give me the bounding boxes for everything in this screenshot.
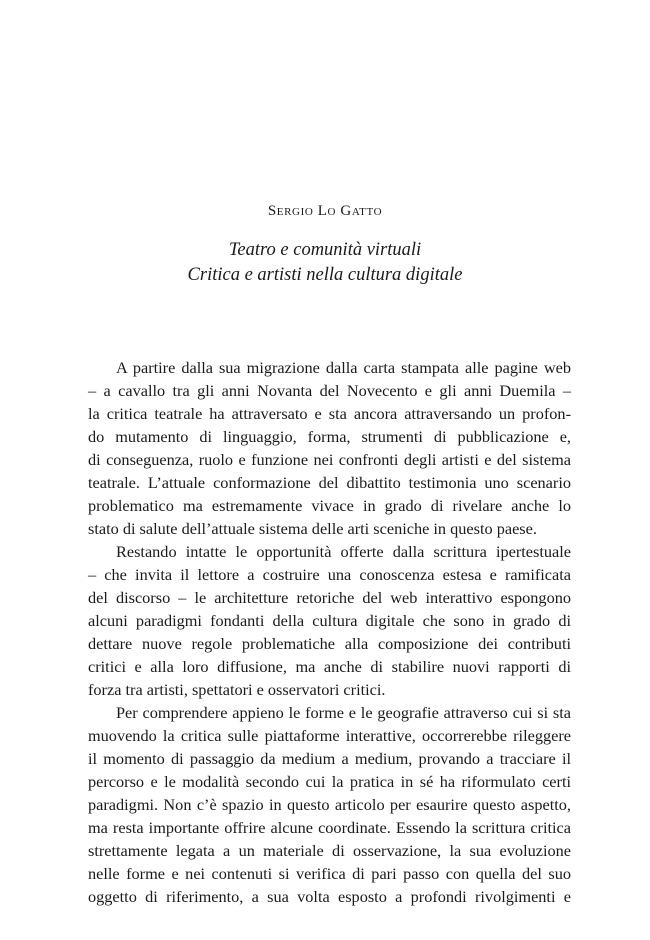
paragraph-line: stato di salute dell’attuale sistema delle arti sceniche in questo paese. (88, 519, 537, 538)
paragraph-line: problematico ma estremamente vivace in grado di rivelare anche lo (88, 496, 571, 515)
paragraph-line: la critica teatrale ha attraversato e sta ancora attraversando un profon- (88, 404, 571, 423)
paragraph-line: teatrale. L’attuale conformazione del dibattito testimonia uno scenario (88, 473, 571, 492)
paragraph-line: di conseguenza, ruolo e funzione nei confronti degli artisti e del sistema (88, 450, 571, 469)
article-body (88, 356, 571, 908)
article-title (0, 238, 650, 288)
body-paragraph (88, 540, 571, 701)
body-paragraph (88, 701, 571, 908)
paragraph-line: oggetto di riferimento, a sua volta esposto a profondi rivolgimenti e (88, 887, 571, 906)
paragraph-line: alcuni paradigmi fondanti della cultura digitale che sono in grado di (88, 611, 571, 630)
paragraph-line: ma resta importante offrire alcune coordinate. Essendo la scrittura critica (88, 818, 571, 837)
paragraph-line: – a cavallo tra gli anni Novanta del Novecento e gli anni Duemila – (88, 381, 571, 400)
paragraph-line: dettare nuove regole problematiche alla composizione dei contributi (88, 634, 571, 653)
paragraph-line: Per comprendere appieno le forme e le geografie attraverso cui si sta (116, 703, 571, 722)
paragraph-line: nelle forme e nei contenuti si verifica di pari passo con quella del suo (88, 864, 571, 883)
paragraph-line: strettamente legata a un materiale di osservazione, la sua evoluzione (88, 841, 571, 860)
paragraph-line: paradigmi. Non c’è spazio in questo articolo per esaurire questo aspetto, (88, 795, 571, 814)
paragraph-line: muovendo la critica sulle piattaforme interattive, occorrerebbe rileggere (88, 726, 571, 745)
paragraph-line: critici e alla loro diffusione, ma anche di stabilire nuovi rapporti di (88, 657, 571, 676)
body-paragraph (88, 356, 571, 540)
paragraph-line: – che invita il lettore a costruire una conoscenza estesa e ramificata (88, 565, 571, 584)
paragraph-line: del discorso – le architetture retoriche del web interattivo espongono (88, 588, 571, 607)
paragraph-line: Restando intatte le opportunità offerte dalla scrittura ipertestuale (116, 542, 571, 561)
paragraph-line: forza tra artisti, spettatori e osservatori critici. (88, 680, 386, 699)
paragraph-line: do mutamento di linguaggio, forma, strumenti di pubblicazione e, (88, 427, 571, 446)
author-name: Sergio Lo Gatto (267, 203, 383, 219)
title-line-2: Critica e artisti nella cultura digitale (187, 265, 463, 285)
paragraph-line: A partire dalla sua migrazione dalla carta stampata alle pagine web (116, 358, 571, 377)
paragraph-line: percorso e le modalità secondo cui la pratica in sé ha riformulato certi (88, 772, 571, 791)
title-line-1: Teatro e comunità virtuali (228, 240, 422, 260)
paragraph-line: il momento di passaggio da medium a medium, provando a tracciare il (88, 749, 571, 768)
